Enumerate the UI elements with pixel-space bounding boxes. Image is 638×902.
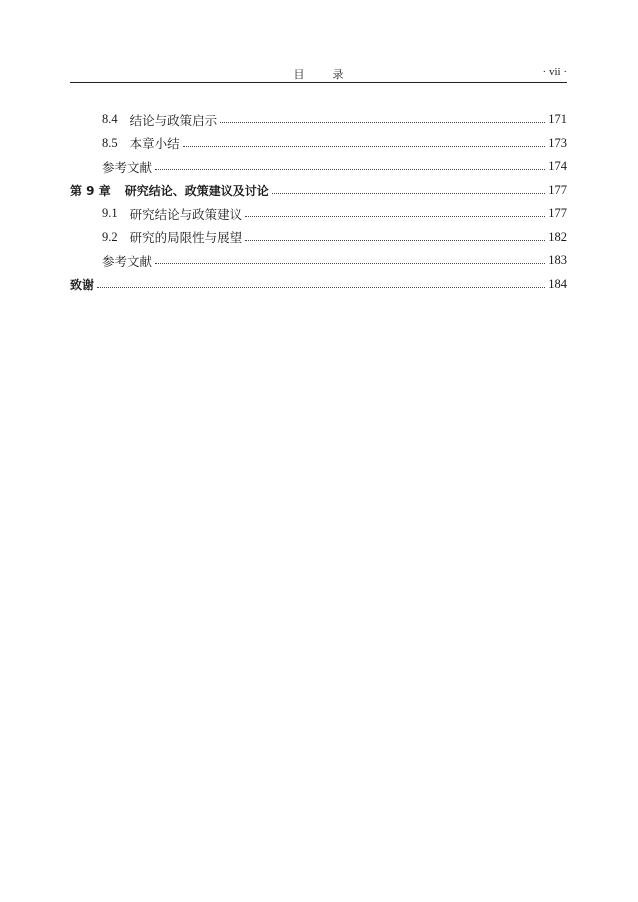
- running-header: [70, 62, 567, 83]
- toc-entry[interactable]: [70, 108, 567, 132]
- dot-leader: [245, 216, 545, 217]
- toc-chapter-entry[interactable]: [70, 273, 567, 297]
- toc-entry-title: 结论与政策启示: [129, 112, 218, 128]
- dot-leader: [155, 169, 545, 170]
- toc-entry-title: 研究的局限性与展望: [129, 230, 243, 246]
- toc-entry-page: 177: [548, 182, 567, 197]
- toc-entry-number: 9.1: [102, 206, 118, 221]
- dot-leader: [272, 193, 546, 194]
- dot-leader: [245, 240, 545, 241]
- toc-entry-page: 171: [548, 112, 567, 127]
- dot-leader: [220, 122, 545, 123]
- table-of-contents: [70, 108, 567, 296]
- toc-chapter-title: 研究结论、政策建议及讨论: [124, 183, 269, 198]
- dot-leader: [183, 146, 546, 147]
- toc-entry-title: 参考文献: [102, 159, 153, 175]
- header-title: 目录: [293, 68, 372, 81]
- toc-entry-page: 184: [548, 276, 567, 291]
- toc-entry-page: 182: [548, 229, 567, 244]
- dot-leader: [155, 263, 545, 264]
- toc-entry-page: 183: [548, 253, 567, 268]
- toc-entry-number: 8.4: [102, 112, 118, 127]
- dot-leader: [97, 287, 545, 288]
- toc-entry-title: 本章小结: [129, 136, 180, 152]
- toc-entry[interactable]: [70, 155, 567, 179]
- toc-entry-number: 8.5: [102, 135, 118, 150]
- toc-entry-page: 174: [548, 159, 567, 174]
- toc-entry[interactable]: [70, 226, 567, 250]
- toc-chapter-title: 致谢: [70, 277, 95, 292]
- toc-entry-number: 9.2: [102, 229, 118, 244]
- toc-entry[interactable]: [70, 249, 567, 273]
- toc-entry[interactable]: [70, 202, 567, 226]
- toc-entry-title: 参考文献: [102, 253, 153, 269]
- toc-entry[interactable]: [70, 132, 567, 156]
- toc-entry-page: 173: [548, 135, 567, 150]
- toc-chapter-entry[interactable]: [70, 179, 567, 203]
- toc-entry-page: 177: [548, 206, 567, 221]
- header-page-number: · vii ·: [542, 66, 567, 78]
- toc-entry-title: 研究结论与政策建议: [129, 206, 243, 222]
- toc-chapter-number: 第 9 章: [70, 183, 111, 198]
